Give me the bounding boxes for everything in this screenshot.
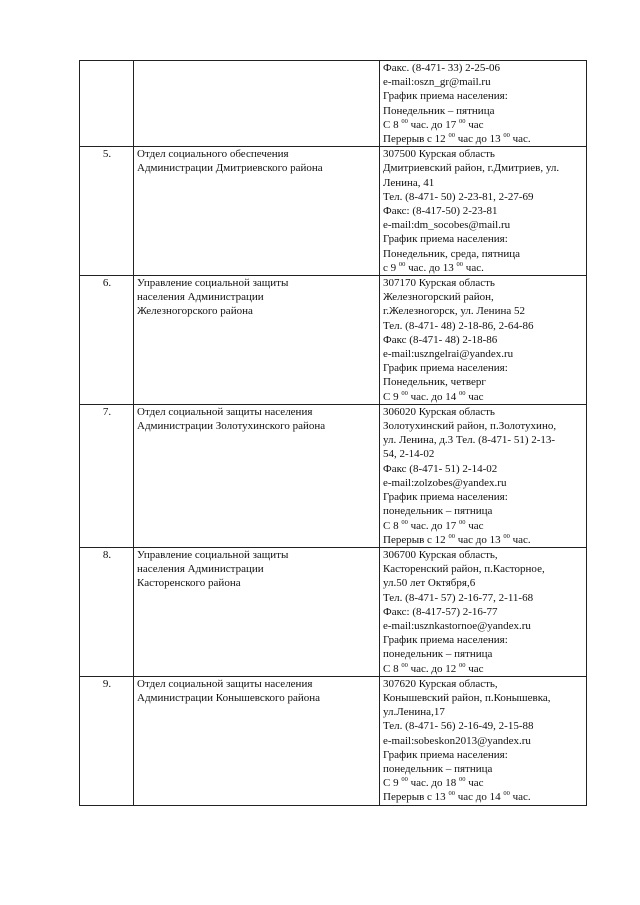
table-row	[80, 61, 587, 147]
contact-detail-line: 54, 2-14-02	[383, 448, 435, 461]
time-superscript: 00	[459, 389, 466, 397]
contact-detail-line: Золотухинский район, п.Золотухино,	[383, 420, 557, 433]
contact-detail-line: e-mail:uszngelrai@yandex.ru	[383, 348, 514, 361]
contact-detail-line: Понедельник, среда, пятница	[383, 247, 521, 260]
time-superscript: 00	[459, 117, 466, 125]
contact-detail-line: понедельник – пятница	[383, 762, 493, 775]
table-row	[80, 276, 587, 405]
contact-detail-line: e-mail:usznkastornoe@yandex.ru	[383, 619, 531, 632]
time-superscript: 00	[398, 260, 406, 268]
contact-detail-line: ул.50 лет Октября,6	[383, 577, 476, 590]
time-superscript: 00	[503, 532, 510, 540]
contact-detail-line: понедельник – пятница	[383, 505, 493, 518]
time-superscript: 00	[459, 776, 466, 784]
contact-detail-line: Железногорский район,	[383, 291, 494, 304]
contact-detail-line: График приема населения:	[383, 634, 508, 647]
time-superscript: 00	[448, 790, 455, 798]
organization-name-line: Администрации Дмитриевского района	[137, 162, 323, 175]
contact-detail-line: 307170 Курская область	[383, 277, 495, 290]
time-superscript: 00	[401, 776, 408, 784]
organization-name-line: Отдел социальной защиты населения	[137, 677, 313, 690]
table-row	[80, 147, 587, 276]
contact-detail-line: Перерыв с 12 $^{00}$ час до 13 $^{00}$ час.	[383, 532, 531, 546]
contact-details	[380, 147, 587, 276]
contact-detail-line: e-mail:zolzobes@yandex.ru	[383, 476, 507, 489]
organization-name-line: Отдел социального обеспечения	[137, 148, 289, 161]
contact-detail-line: С 8 $^{00}$ час. до 12 $^{00}$ час	[383, 661, 484, 675]
time-superscript: 00	[401, 518, 408, 526]
contact-detail-line: e-mail:sobeskon2013@yandex.ru	[383, 734, 531, 747]
contact-details	[380, 276, 587, 405]
organization-name	[134, 676, 380, 805]
contact-detail-line: 306700 Курская область,	[383, 548, 498, 561]
table-row	[80, 547, 587, 676]
contact-detail-line: Факс (8-471- 51) 2-14-02	[383, 462, 498, 475]
contact-detail-line: С 9 $^{00}$ час. до 18 $^{00}$ час	[383, 776, 484, 790]
contact-detail-line: e-mail:oszn_gr@mail.ru	[383, 76, 491, 89]
row-number: 9.	[80, 676, 134, 805]
contact-detail-line: e-mail:dm_socobes@mail.ru	[383, 219, 511, 232]
organization-name-line: Касторенского района	[137, 577, 241, 590]
time-superscript: 00	[401, 389, 408, 397]
contact-detail-line: С 8 $^{00}$ час. до 17 $^{00}$ час	[383, 117, 484, 131]
contact-details	[380, 547, 587, 676]
contact-detail-line: Факс. (8-471- 33) 2-25-06	[383, 62, 501, 74]
organization-name	[134, 547, 380, 676]
contact-detail-line: Понедельник, четверг	[383, 376, 486, 389]
contact-detail-line: ул. Ленина, д.3 Тел. (8-471- 51) 2-13-	[383, 434, 556, 447]
time-superscript: 00	[503, 132, 510, 140]
time-superscript: 00	[459, 518, 466, 526]
organization-name-line: Администрации Золотухинского района	[137, 420, 326, 433]
organization-name	[134, 147, 380, 276]
contact-detail-line: понедельник – пятница	[383, 648, 493, 661]
contact-detail-line: График приема населения:	[383, 90, 508, 103]
organization-name-line: населения Администрации	[137, 563, 264, 576]
contact-detail-line: Ленина, 41	[383, 176, 435, 189]
contact-detail-line: Тел. (8-471- 57) 2-16-77, 2-11-68	[383, 591, 534, 604]
row-number: 6.	[80, 276, 134, 405]
time-superscript: 00	[448, 532, 455, 540]
contact-detail-line: Перерыв с 12 $^{00}$ час до 13 $^{00}$ час.	[383, 132, 531, 146]
row-number: 8.	[80, 547, 134, 676]
organization-name-line: Управление социальной защиты	[137, 548, 289, 561]
contact-details	[380, 404, 587, 547]
contact-detail-line: Конышевский район, п.Конышевка,	[383, 691, 551, 704]
contact-detail-line: Факс: (8-417-57) 2-16-77	[383, 605, 498, 618]
contact-detail-line: График приема населения:	[383, 233, 508, 246]
row-number	[80, 61, 134, 147]
contact-details	[380, 676, 587, 805]
contact-detail-line: График приема населения:	[383, 491, 508, 504]
organization-name-line: Администрации Конышевского района	[137, 691, 321, 704]
contact-detail-line: 307620 Курская область,	[383, 677, 498, 690]
contact-detail-line: г.Железногорск, ул. Ленина 52	[383, 305, 525, 318]
contact-detail-line: График приема населения:	[383, 362, 508, 375]
contact-detail-line: Факс (8-471- 48) 2-18-86	[383, 333, 498, 346]
contact-detail-line: График приема населения:	[383, 748, 508, 761]
contact-detail-line: Касторенский район, п.Касторное,	[383, 563, 545, 576]
organization-name-line: Управление социальной защиты	[137, 277, 289, 290]
contacts-table	[79, 60, 587, 806]
contacts-table-body	[80, 61, 587, 806]
time-superscript: 00	[448, 132, 455, 140]
contact-detail-line: Тел. (8-471- 48) 2-18-86, 2-64-86	[383, 319, 534, 332]
contact-detail-line: Перерыв с 13 $^{00}$ час до 14 $^{00}$ час.	[383, 790, 531, 804]
contact-detail-line: Факс: (8-417-50) 2-23-81	[383, 205, 498, 218]
contact-detail-line: С 8 $^{00}$ час. до 17 $^{00}$ час	[383, 518, 484, 532]
contact-detail-line: 307500 Курская область	[383, 148, 495, 161]
contact-detail-line: ул.Ленина,17	[383, 706, 445, 719]
table-row	[80, 676, 587, 805]
time-superscript: 00	[459, 661, 466, 669]
organization-name-line: Железногорского района	[137, 305, 253, 318]
contact-detail-line: Тел. (8-471- 56) 2-16-49, 2-15-88	[383, 720, 534, 733]
time-superscript: 00	[401, 117, 408, 125]
contact-detail-line: 306020 Курская область	[383, 405, 495, 418]
organization-name	[134, 276, 380, 405]
organization-name	[134, 61, 380, 147]
organization-name-line: населения Администрации	[137, 291, 264, 304]
contact-detail-line: Понедельник – пятница	[383, 104, 495, 117]
organization-name	[134, 404, 380, 547]
time-superscript: 00	[456, 260, 464, 268]
contact-detail-line: с 9 $^{00}$ час. до 13 $^{00}$ час.	[383, 260, 484, 274]
row-number: 5.	[80, 147, 134, 276]
contact-detail-line: Тел. (8-471- 50) 2-23-81, 2-27-69	[383, 190, 534, 203]
contact-details	[380, 61, 587, 147]
time-superscript: 00	[401, 661, 408, 669]
row-number: 7.	[80, 404, 134, 547]
contact-detail-line: Дмитриевский район, г.Дмитриев, ул.	[383, 162, 560, 175]
time-superscript: 00	[503, 790, 510, 798]
organization-name-line: Отдел социальной защиты населения	[137, 405, 313, 418]
table-row	[80, 404, 587, 547]
contact-detail-line: С 9 $^{00}$ час. до 14 $^{00}$ час	[383, 389, 484, 403]
